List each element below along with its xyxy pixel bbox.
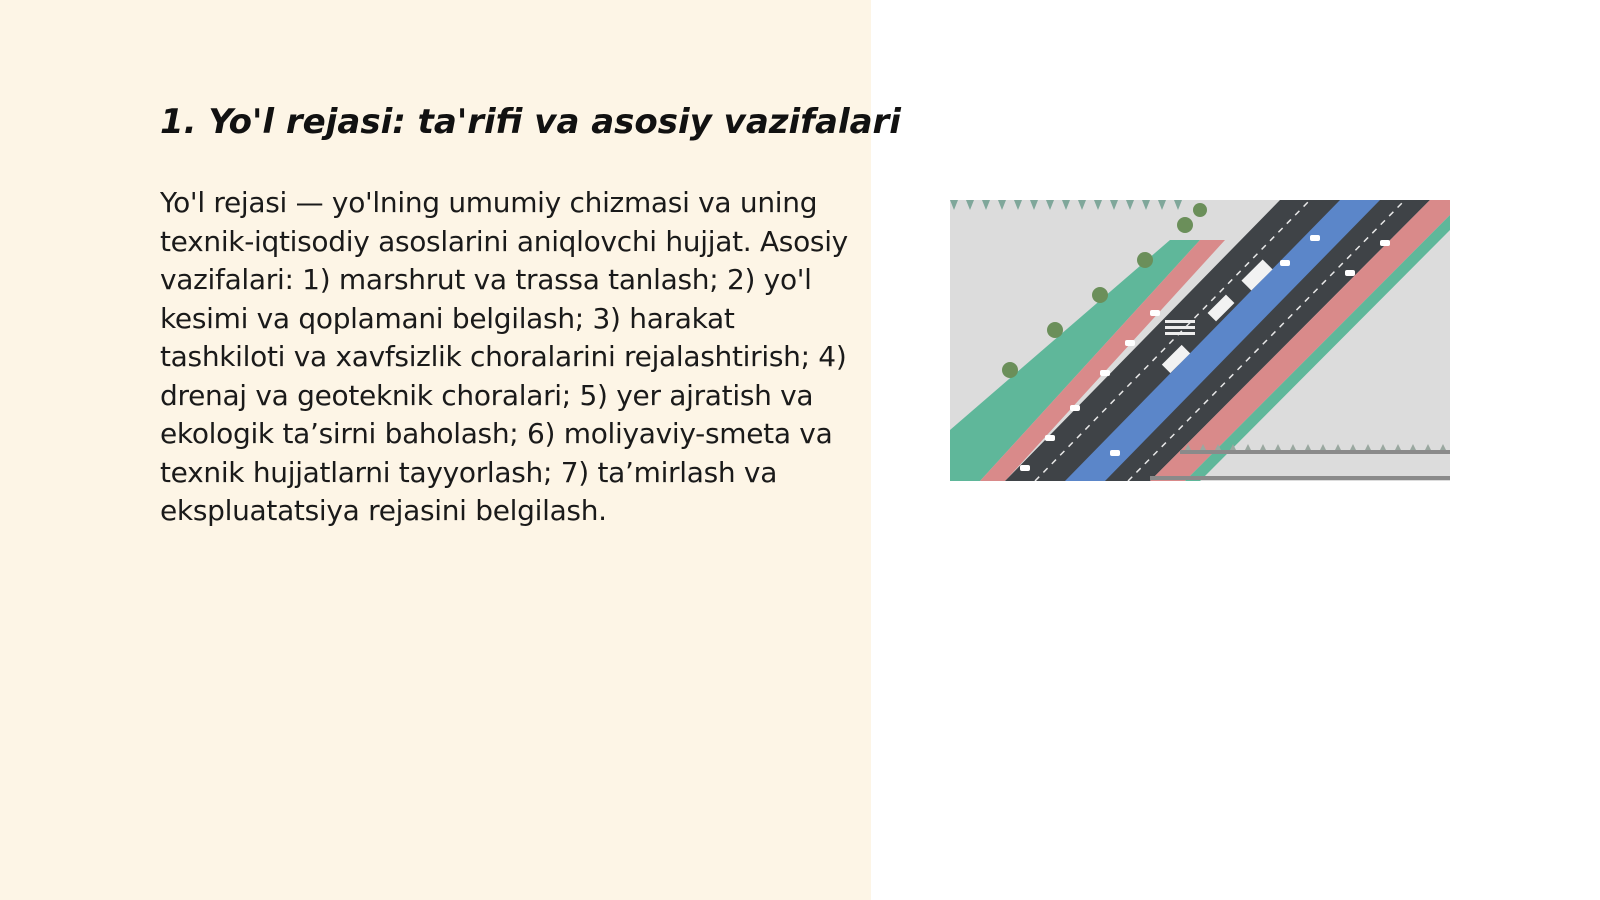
slide-body-text: Yo'l rejasi — yo'lning umumiy chizmasi va uning texnik-iqtisodiy asoslarini aniqlovchi hujjat. Asosiy vazifalari: 1) marshrut va trassa tanlash; 2) yo'l kesimi va qoplamani belgilash; 3) harakat tashkiloti va xavfsizlik choralarini rejalashtirish; 4) drenaj va geoteknik choralari; 5) yer ajratish va ekologik ta’sirni baholash; 6) moliyaviy-smeta va texnik hujjatlarni tayyorlash; 7) ta’mirlash va ekspluatatsiya rejasini belgilash. <box>160 186 848 527</box>
slide-title: 1. Yo'l rejasi: ta'rifi va asosiy vazifalari <box>160 102 901 142</box>
road-illustration <box>950 200 1450 481</box>
road-illustration-graphic <box>950 200 1450 481</box>
